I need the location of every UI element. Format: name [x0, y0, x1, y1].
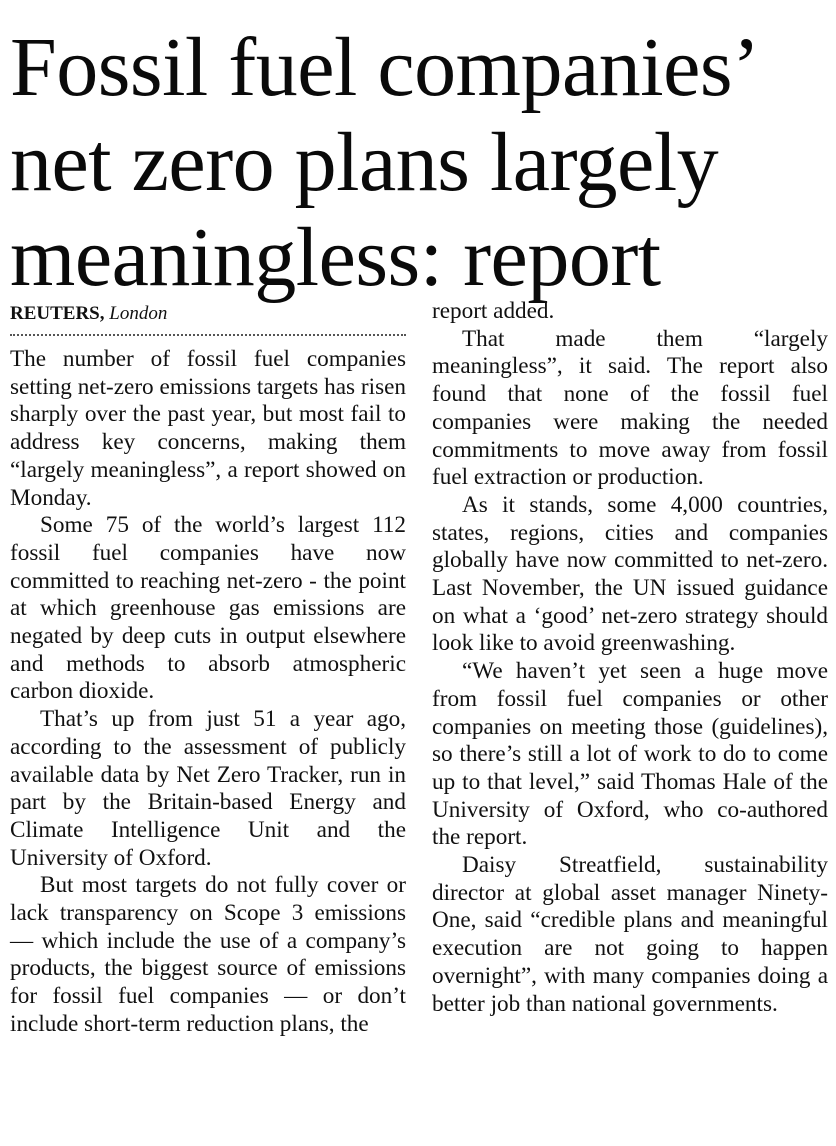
headline-line-2: net zero plans largely [10, 116, 719, 209]
paragraph: report added. [432, 298, 555, 324]
headline [10, 20, 828, 305]
byline [10, 300, 406, 336]
byline-place: London [109, 303, 168, 324]
headline-line-3: meaningless: report [10, 211, 661, 304]
paragraph: Daisy Streatfield, sustainability director at global asset manager Ninety-One, said “credible plans and meaningful execution are not going to happen overnight”, with many companies doing a better job than national governments. [432, 852, 828, 1017]
article-column-left [10, 300, 406, 1039]
paragraph: “We haven’t yet seen a huge move from fossil fuel companies or other companies on meeting those (guidelines), so there’s still a lot of work to do to come up to that level,” said Thomas Hale of the University of Oxford, who co-authored the report. [432, 658, 828, 851]
headline-line-1: Fossil fuel companies’ [10, 21, 760, 114]
byline-agency: REUTERS, [10, 303, 105, 324]
paragraph: That’s up from just 51 a year ago, according to the assessment of publicly available data by Net Zero Tracker, run in part by the Britain-based Energy and Climate Intelligence Unit and the University of Oxford. [10, 706, 406, 871]
paragraph: As it stands, some 4,000 countries, states, regions, cities and companies globally have now committed to net-zero. Last November, the UN issued guidance on what a ‘good’ net-zero strategy should look like to avoid greenwashing. [432, 491, 828, 657]
paragraph: That made them “largely meaningless”, it said. The report also found that none of the fossil fuel companies were making the needed commitments to move away from fossil fuel extraction or production. [432, 325, 828, 491]
paragraph: The number of fossil fuel companies setting net-zero emissions targets has risen sharply over the past year, but most fail to address key concerns, making them “largely meaningless”, a report showed on Monday. [10, 346, 406, 511]
paragraph: Some 75 of the world’s largest 112 fossil fuel companies have now committed to reaching net-zero - the point at which greenhouse gas emissions are negated by deep cuts in output elsewhere and methods to absorb atmospheric carbon dioxide. [10, 512, 406, 705]
article-column-right [432, 298, 828, 1018]
paragraph: But most targets do not fully cover or lack transparency on Scope 3 emissions — which include the use of a company’s products, the biggest source of emissions for fossil fuel companies — or don’t include short-term reduction plans, the [10, 872, 406, 1037]
